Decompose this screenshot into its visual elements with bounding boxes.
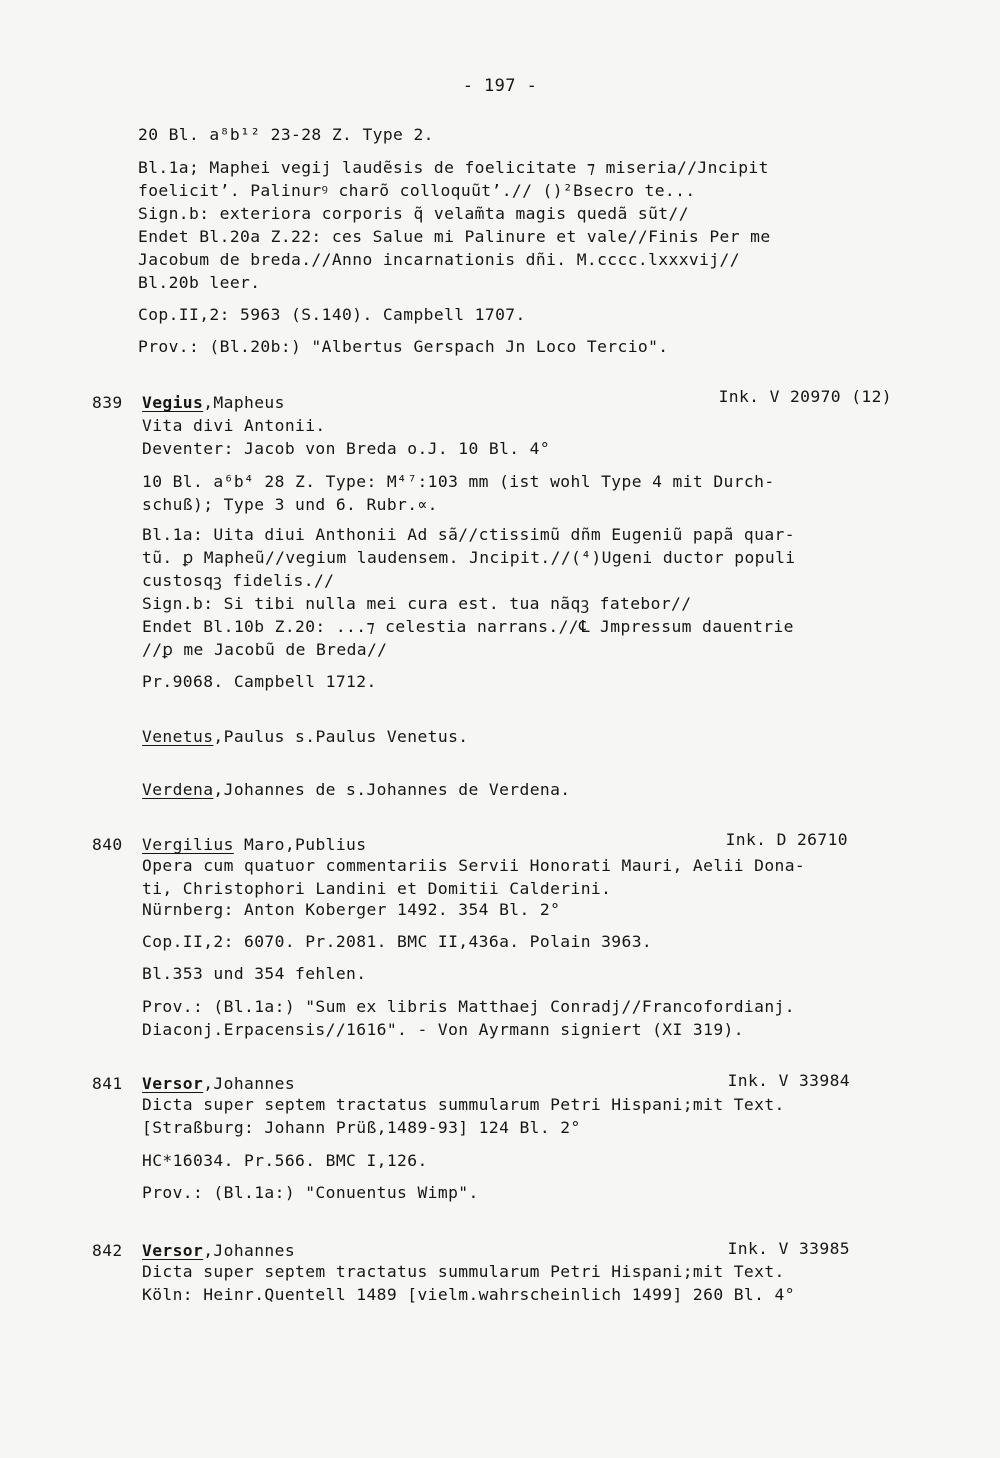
shelfmark: Ink. V 33985	[727, 1239, 850, 1258]
text-line: Cop.II,2: 5963 (S.140). Campbell 1707.	[138, 305, 526, 324]
shelfmark: Ink. D 26710	[725, 830, 848, 849]
text-line: Dicta super septem tractatus summularum Petri Hispani;mit Text.	[142, 1262, 785, 1281]
text-line: Deventer: Jacob von Breda o.J. 10 Bl. 4°	[142, 439, 551, 458]
cross-reference-name: Verdena	[142, 780, 214, 799]
text-line: HC*16034. Pr.566. BMC I,126.	[142, 1151, 428, 1170]
text-line: //ꝑ me Jacobũ de Breda//	[142, 640, 388, 659]
text-line: Prov.: (Bl.1a:) "Sum ex libris Matthaej Conradj//Francofordianj.	[142, 997, 795, 1016]
entry-author: Versor	[142, 1241, 204, 1260]
text-line: Sign.b: Si tibi nulla mei cura est. tua nãqꝫ fatebor//	[142, 594, 692, 613]
text-line: Prov.: (Bl.20b:) "Albertus Gerspach Jn Loco Tercio".	[138, 337, 669, 356]
text-line: Vita divi Antonii.	[142, 416, 326, 435]
text-line: Endet Bl.10b Z.20: ...⁊ celestia narrans.//℄ Jmpressum dauentrie	[142, 617, 794, 636]
text-line: Bl.353 und 354 fehlen.	[142, 964, 367, 983]
text-line: Bl.1a: Uita diui Anthonii Ad sã//ctissimũ dñm Eugeniũ papã quar-	[142, 525, 795, 544]
cross-reference-rest: ,Paulus s.Paulus Venetus.	[213, 727, 469, 746]
entry-author-rest: Maro,Publius	[233, 835, 367, 854]
entry-author: Vegius	[142, 393, 204, 412]
text-line: schuß); Type 3 und 6. Rubr.∝.	[142, 495, 438, 514]
entry-author: Vergilius	[142, 835, 234, 854]
entry-author-rest: ,Johannes	[203, 1241, 296, 1260]
text-line: custosqꝫ fidelis.//	[142, 571, 335, 590]
text-line: [Straßburg: Johann Prüß,1489-93] 124 Bl. 2°	[142, 1118, 581, 1137]
entry-author: Versor	[142, 1074, 204, 1093]
text-line: tũ. ꝑ Mapheũ//vegium laudensem. Jncipit.//(⁴)Ugeni ductor populi	[142, 548, 796, 567]
text-line: Sign.b: exteriora corporis q̃ velam̃ta magis quedã sũt//	[138, 204, 689, 223]
entry-number: 839	[92, 393, 123, 412]
text-line: Cop.II,2: 6070. Pr.2081. BMC II,436a. Polain 3963.	[142, 932, 653, 951]
text-line: Jacobum de breda.//Anno incarnationis dñi. M.cccc.lxxxvij//	[138, 250, 740, 269]
text-line: Prov.: (Bl.1a:) "Conuentus Wimp".	[142, 1183, 479, 1202]
entry-number: 840	[92, 835, 123, 854]
cross-reference	[142, 726, 468, 748]
text-line: Endet Bl.20a Z.22: ces Salue mi Palinure et vale//Finis Per me	[138, 227, 771, 246]
text-line: Opera cum quatuor commentariis Servii Honorati Mauri, Aelii Dona-	[142, 856, 806, 875]
text-line: Nürnberg: Anton Koberger 1492. 354 Bl. 2°	[142, 900, 561, 919]
text-line: Pr.9068. Campbell 1712.	[142, 672, 377, 691]
entry-author-rest: ,Mapheus	[203, 393, 285, 412]
text-line: Köln: Heinr.Quentell 1489 [vielm.wahrscheinlich 1499] 260 Bl. 4°	[142, 1285, 795, 1304]
entry-number: 841	[92, 1074, 123, 1093]
page-number: - 197 -	[462, 76, 538, 96]
shelfmark: Ink. V 33984	[727, 1071, 850, 1090]
text-line: Bl.20b leer.	[138, 273, 261, 292]
cross-reference-rest: ,Johannes de s.Johannes de Verdena.	[213, 780, 571, 799]
entry-number: 842	[92, 1241, 123, 1260]
entry-heading	[142, 1073, 295, 1095]
text-line: 10 Bl. a⁶b⁴ 28 Z. Type: M⁴⁷:103 mm (ist wohl Type 4 mit Durch-	[142, 472, 775, 491]
cross-reference	[142, 779, 571, 801]
text-line: ti, Christophori Landini et Domitii Calderini.	[142, 879, 612, 898]
cross-reference-name: Venetus	[142, 727, 214, 746]
entry-heading	[142, 834, 366, 856]
entry-heading	[142, 1240, 295, 1262]
text-line: foelicit’. Palinurꝰ charõ colloquũt’.// ()²Bsecro te...	[138, 181, 696, 200]
text-line: 20 Bl. a⁸b¹² 23-28 Z. Type 2.	[138, 125, 434, 144]
text-line: Diaconj.Erpacensis//1616". - Von Ayrmann signiert (XI 319).	[142, 1020, 744, 1039]
text-line: Bl.1a; Maphei vegij laudẽsis de foelicitate ⁊ miseria//Jncipit	[138, 158, 769, 177]
text-line: Dicta super septem tractatus summularum Petri Hispani;mit Text.	[142, 1095, 785, 1114]
shelfmark: Ink. V 20970 (12)	[718, 387, 892, 406]
entry-heading	[142, 392, 285, 414]
entry-author-rest: ,Johannes	[203, 1074, 296, 1093]
